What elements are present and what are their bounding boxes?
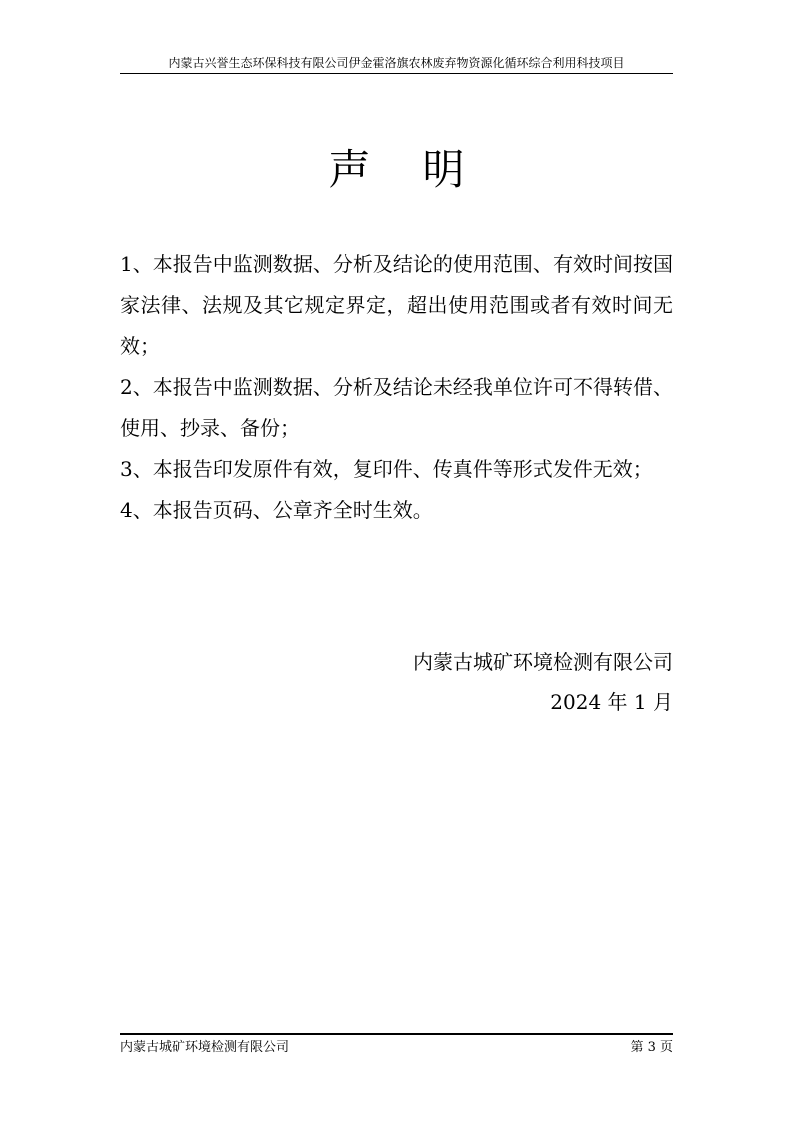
footer-company: 内蒙古城矿环境检测有限公司 <box>120 1040 290 1055</box>
statement-item: 3、本报告印发原件有效，复印件、传真件等形式发件无效； <box>120 457 653 481</box>
statement-list <box>120 244 673 531</box>
footer-divider <box>120 1033 673 1035</box>
statement-item: 2、本报告中监测数据、分析及结论未经我单位许可不得转借、使用、抄录、备份； <box>120 375 673 440</box>
header-divider <box>120 73 673 74</box>
signature-block <box>413 642 673 722</box>
page-number: 第 3 页 <box>630 1040 673 1055</box>
statement-item: 4、本报告页码、公章齐全时生效。 <box>120 498 433 522</box>
page-title: 声明 <box>328 145 517 194</box>
page-header: 内蒙古兴誉生态环保科技有限公司伊金霍洛旗农林废弃物资源化循环综合利用科技项目 <box>168 56 625 70</box>
signature-company: 内蒙古城矿环境检测有限公司 <box>413 650 673 674</box>
signature-date: 2024 年 1 月 <box>550 690 673 714</box>
statement-item: 1、本报告中监测数据、分析及结论的使用范围、有效时间按国家法律、法规及其它规定界定，超出使用范围或者有效时间无效； <box>120 252 673 358</box>
